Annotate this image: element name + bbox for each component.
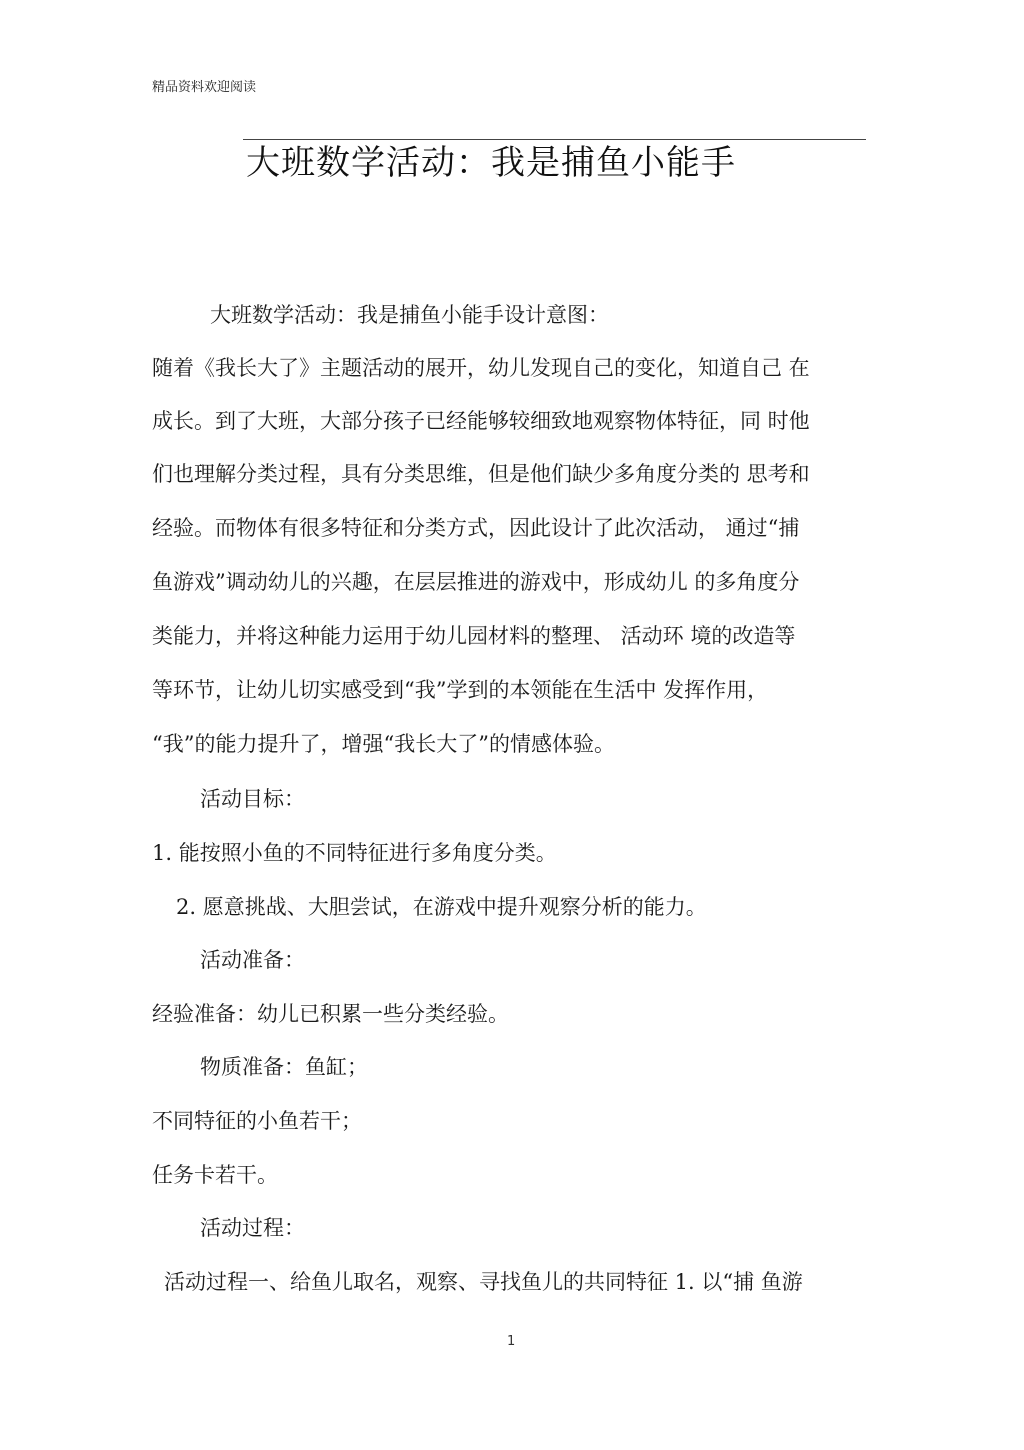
paragraph-line: 大班数学活动：我是捕鱼小能手设计意图：: [210, 303, 609, 327]
page-number: 1: [507, 1334, 516, 1349]
section-heading: 活动过程：: [200, 1216, 305, 1240]
paragraph-line: “我”的能力提升了，增强“我长大了”的情感体验。: [152, 732, 615, 756]
section-heading: 活动准备：: [200, 948, 305, 972]
list-item: 2. 愿意挑战、大胆尝试，在游戏中提升观察分析的能力。: [176, 895, 707, 919]
document-title: 大班数学活动：我是捕鱼小能手: [246, 143, 736, 183]
paragraph-line: 任务卡若干。: [152, 1163, 278, 1187]
list-item: 1. 能按照小鱼的不同特征进行多角度分类。: [152, 841, 557, 865]
paragraph-line: 等环节，让幼儿切实感受到“我”学到的本领能在生活中 发挥作用，: [152, 678, 769, 702]
paragraph-line: 物质准备：鱼缸；: [200, 1055, 368, 1079]
header-note: 精品资料欢迎阅读: [152, 80, 257, 95]
paragraph-line: 类能力，并将这种能力运用于幼儿园材料的整理、 活动环 境的改造等: [152, 624, 796, 648]
paragraph-line: 活动过程一、给鱼儿取名，观察、寻找鱼儿的共同特征 1. 以“捕 鱼游: [164, 1270, 803, 1294]
paragraph-line: 随着《我长大了》主题活动的展开，幼儿发现自己的变化，知道自己 在: [152, 356, 810, 380]
paragraph-line: 经验。而物体有很多特征和分类方式，因此设计了此次活动， 通过“捕: [152, 516, 800, 540]
paragraph-line: 们也理解分类过程，具有分类思维，但是他们缺少多角度分类的 思考和: [152, 462, 810, 486]
paragraph-line: 不同特征的小鱼若干；: [152, 1109, 362, 1133]
paragraph-line: 经验准备：幼儿已积累一些分类经验。: [152, 1002, 509, 1026]
section-heading: 活动目标：: [200, 787, 305, 811]
paragraph-line: 鱼游戏”调动幼儿的兴趣，在层层推进的游戏中，形成幼儿 的多角度分: [152, 570, 800, 594]
paragraph-line: 成长。到了大班，大部分孩子已经能够较细致地观察物体特征，同 时他: [152, 409, 810, 433]
